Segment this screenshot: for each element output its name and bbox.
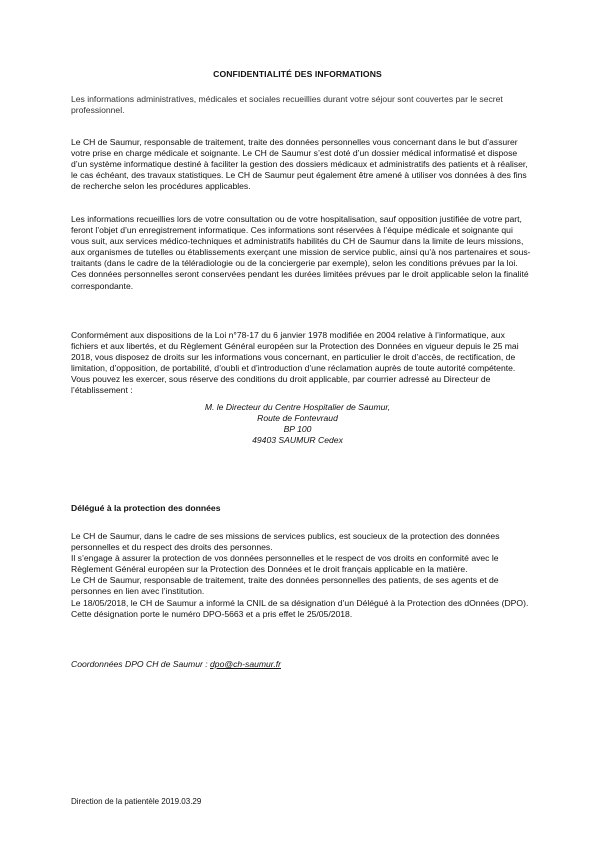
section-heading-dpo: Délégué à la protection des données xyxy=(71,503,221,513)
paragraph-text: Il s’engage à assurer la protection de vos données personnelles et le respect de vos droits en conformité avec le Règlement Général européen sur la Protection des Données et le droit français applicable en la matière. xyxy=(71,553,499,575)
intro-paragraph xyxy=(71,94,533,116)
paragraph-text: Les informations recueillies lors de votre consultation ou de votre hospitalisation, sauf opposition justifiée de votre part, feront l’objet d’un enregistrement informatique. Ces informations sont réservées à l’équipe médicale et soignante qui vous suit, aux services médico-techniques et administratifs habilités du CH de Saumur dans la limite de leurs missions, aux organismes de tutelles ou établissements exerçant une mission de service public, ainsi qu’à nos partenaires et sous-traitants (dans le cadre de la téléradiologie ou de la conciergerie par exemple), selon les conditions prévues par la loi. xyxy=(71,214,531,269)
paragraph-text: Le 18/05/2018, le CH de Saumur a informé la CNIL de sa désignation d’un Délégué à la Protection des dOnnées (DPO). Cette désignation porte le numéro DPO-5663 et a pris effet le 25/05/2018. xyxy=(71,597,529,619)
address-line: BP 100 xyxy=(283,424,312,435)
dpo-contact xyxy=(71,659,281,669)
paragraph-text: Le CH de Saumur, dans le cadre de ses missions de services publics, est soucieux de la protection des données personnelles et du respect des droits des personnes. xyxy=(71,531,500,553)
paragraph-rights xyxy=(71,330,533,397)
address-line: Route de Fontevraud xyxy=(257,413,338,424)
paragraph-recipients xyxy=(71,214,533,292)
address-line: 49403 SAUMUR Cedex xyxy=(252,435,343,446)
page-title: CONFIDENTIALITÉ DES INFORMATIONS xyxy=(213,69,382,79)
postal-address xyxy=(0,402,595,446)
paragraph-text: Le CH de Saumur, responsable de traitement, traite des données personnelles des patients, de ses agents et de personnes en lien avec l’institution. xyxy=(71,575,499,597)
intro-text: Les informations administratives, médicales et sociales recueillies durant votre séjour sont couvertes par le secret professionnel. xyxy=(71,94,503,116)
page-footer: Direction de la patientèle 2019.03.29 xyxy=(71,797,202,806)
contact-label: Coordonnées DPO CH de Saumur : xyxy=(71,659,208,669)
paragraph-text: Conformément aux dispositions de la Loi n°78-17 du 6 janvier 1978 modifiée en 2004 relative à l’informatique, aux fichiers et aux libertés, et du Règlement Général européen sur la Protection des Données en vigueur depuis le 25 mai 2018, vous disposez de droits sur les informations vous concernant, en particulier le droit d’accès, de rectification, de limitation, d’opposition, de portabilité, d’oubli et d’introduction d’une réclamation auprès de toute autorité compétente. Vous pouvez les exercer, sous réserve des conditions du droit applicable, par courrier adressé au Directeur de l’établissement : xyxy=(71,330,519,396)
dpo-email-link[interactable]: dpo@ch-saumur.fr xyxy=(210,659,281,669)
paragraph-text: Le CH de Saumur, responsable de traitement, traite des données personnelles vous concernant dans le but d’assurer votre prise en charge médicale et soignante. Le CH de Saumur s’est doté d’un dossier médical informatisé et dispose d’un système informatique destiné à faciliter la gestion des dossiers médicaux et administratifs des patients et à réaliser, le cas échéant, des travaux statistiques. Le CH de Saumur peut également être amené à utiliser vos données à des fins de recherche selon les procédures applicables. xyxy=(71,137,528,192)
paragraph-processing xyxy=(71,137,533,192)
paragraph-dpo xyxy=(71,531,533,620)
address-line: M. le Directeur du Centre Hospitalier de Saumur, xyxy=(204,402,391,412)
paragraph-text: Ces données personnelles seront conservées pendant les durées limitées prévues par le droit applicable selon la finalité correspondante. xyxy=(71,269,529,291)
